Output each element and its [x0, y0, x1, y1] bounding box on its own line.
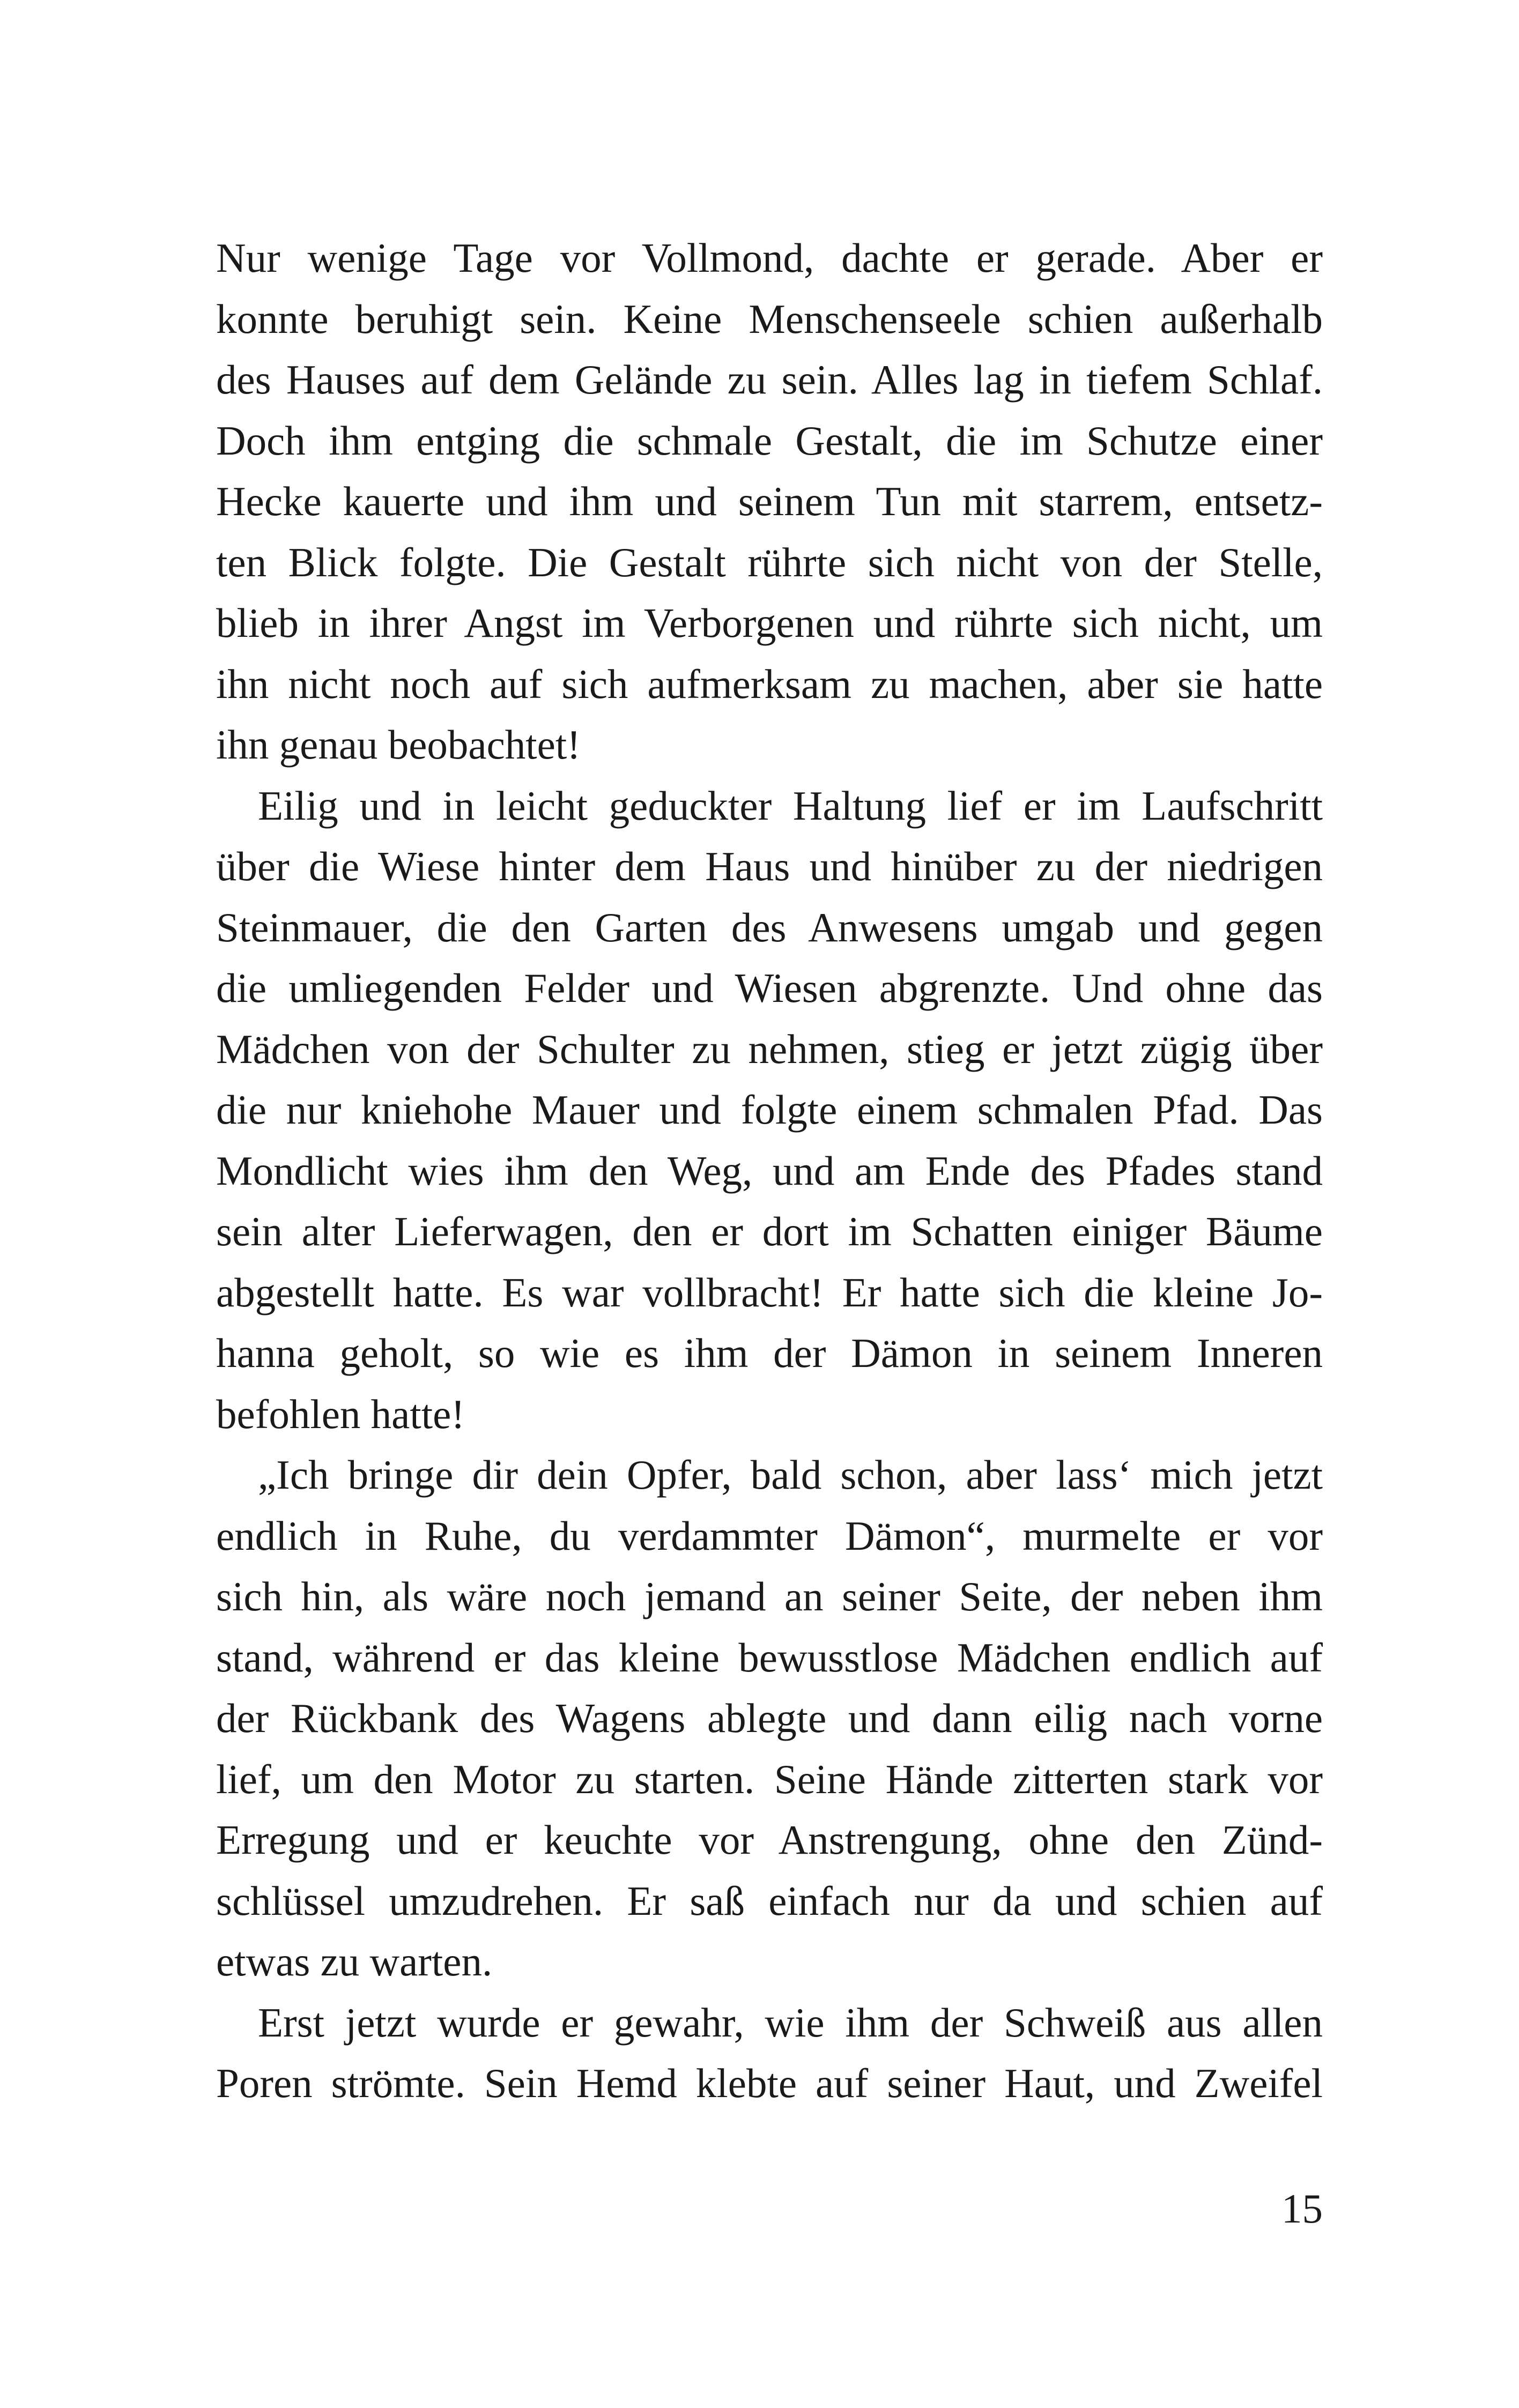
text-line: Eilig und in leicht geduckter Haltung lief er im Laufschritt — [258, 782, 1323, 829]
text-line: Doch ihm entging die schmale Gestalt, die im Schutze einer — [216, 417, 1323, 464]
text-line: etwas zu warten. — [216, 1938, 493, 1985]
text-line: endlich in Ruhe, du verdammter Dämon“, murmelte er vor — [216, 1512, 1323, 1559]
text-line: schlüssel umzudrehen. Er saß einfach nur da und schien auf — [216, 1877, 1323, 1924]
text-line: sich hin, als wäre noch jemand an seiner Seite, der neben ihm — [216, 1573, 1323, 1619]
text-line: „Ich bringe dir dein Opfer, bald schon, aber lass‘ mich jetzt — [258, 1452, 1323, 1498]
paragraph-2 — [216, 776, 1323, 1445]
text-line: befohlen hatte! — [216, 1391, 465, 1437]
text-line: ihn nicht noch auf sich aufmerksam zu machen, aber sie hatte — [216, 660, 1323, 707]
paragraph-4 — [216, 1993, 1323, 2114]
text-line: hanna geholt, so wie es ihm der Dämon in seinem Inneren — [216, 1330, 1323, 1376]
page-number: 15 — [1281, 2186, 1323, 2232]
text-line: Mädchen von der Schulter zu nehmen, stieg er jetzt zügig über — [216, 1025, 1323, 1072]
body-text — [216, 228, 1323, 2114]
text-line: Erst jetzt wurde er gewahr, wie ihm der Schweiß aus allen — [258, 1999, 1323, 2046]
text-line: Nur wenige Tage vor Vollmond, dachte er gerade. Aber er — [216, 235, 1323, 281]
text-line: Steinmauer, die den Garten des Anwesens umgab und gegen — [216, 904, 1323, 950]
text-line: Mondlicht wies ihm den Weg, und am Ende des Pfades stand — [216, 1147, 1323, 1194]
text-line: konnte beruhigt sein. Keine Menschenseele schien außerhalb — [216, 295, 1323, 342]
text-line: Poren strömte. Sein Hemd klebte auf seiner Haut, und Zweifel — [216, 2060, 1323, 2106]
text-line: ten Blick folgte. Die Gestalt rührte sich nicht von der Stelle, — [216, 539, 1323, 585]
text-line: Hecke kauerte und ihm und seinem Tun mit starrem, entsetz- — [216, 478, 1323, 524]
text-line: die umliegenden Felder und Wiesen abgrenzte. Und ohne das — [216, 965, 1323, 1011]
text-line: der Rückbank des Wagens ablegte und dann eilig nach vorne — [216, 1695, 1323, 1741]
text-line: sein alter Lieferwagen, den er dort im Schatten einiger Bäume — [216, 1208, 1323, 1254]
text-line: über die Wiese hinter dem Haus und hinüber zu der niedrigen — [216, 843, 1323, 889]
paragraph-3 — [216, 1445, 1323, 1993]
text-line: Erregung und er keuchte vor Anstrengung, ohne den Zünd- — [216, 1817, 1323, 1863]
text-line: stand, während er das kleine bewusstlose Mädchen endlich auf — [216, 1634, 1323, 1681]
text-line: lief, um den Motor zu starten. Seine Hände zitterten stark vor — [216, 1756, 1323, 1802]
text-line: blieb in ihrer Angst im Verborgenen und rührte sich nicht, um — [216, 600, 1323, 646]
text-line: ihn genau beobachtet! — [216, 722, 581, 768]
paragraph-1 — [216, 228, 1323, 776]
text-line: abgestellt hatte. Es war vollbracht! Er hatte sich die kleine Jo- — [216, 1269, 1323, 1316]
text-line: des Hauses auf dem Gelände zu sein. Alles lag in tiefem Schlaf. — [216, 356, 1323, 403]
text-line: die nur kniehohe Mauer und folgte einem schmalen Pfad. Das — [216, 1087, 1323, 1133]
